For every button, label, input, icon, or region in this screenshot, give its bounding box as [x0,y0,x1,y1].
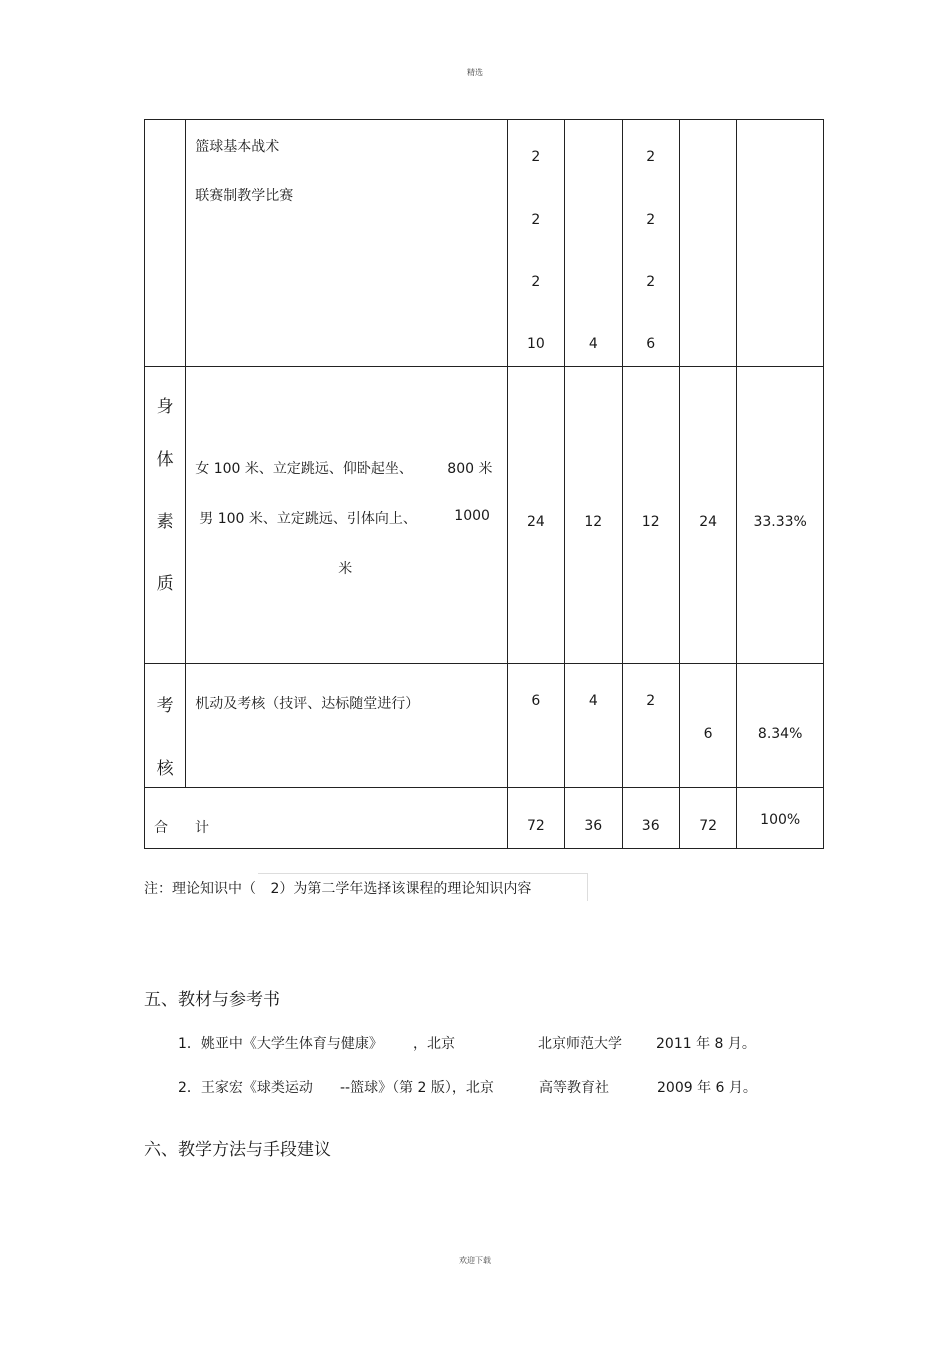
hours-cell [565,664,622,788]
hours-cell [679,664,736,788]
total-value: 36 [584,818,603,834]
total-value: 72 [699,818,718,834]
hours-cell [679,788,736,849]
category-cell [145,120,186,367]
ref-publisher: 北京师范大学 [538,1036,622,1052]
total-label: 计 [195,820,209,836]
percent-cell [737,367,824,664]
content-line-tail: 1000 [454,508,490,524]
category-char: 体 [156,450,174,470]
hours-value: 2 [646,212,656,228]
category-char: 考 [156,696,174,716]
ref-date: 2009 年 6 月。 [657,1080,757,1096]
percent-value: 33.33% [753,514,807,530]
table-row [145,367,824,664]
ref-date: 2011 年 8 月。 [656,1036,756,1052]
total-value: 72 [526,818,545,834]
hours-cell [507,788,564,849]
content-line: 女 100 米、立定跳远、仰卧起坐、 [195,461,413,477]
ref-title: 1．姚亚中《大学生体育与健康》 [178,1036,383,1052]
ref-title: 2．王家宏《球类运动 [178,1080,313,1096]
hours-cell [507,664,564,788]
content-line-tail: 800 米 [447,461,493,477]
content-line: 男 100 米、立定跳远、引体向上、 [199,511,417,527]
course-hours-table [144,119,824,849]
percent-value: 8.34% [757,726,803,742]
percent-cell [737,120,824,367]
hours-cell [622,664,679,788]
reference-item [178,1077,313,1097]
hours-cell [622,367,679,664]
hours-cell [565,367,622,664]
hours-value: 2 [531,274,541,290]
hours-cell [622,120,679,367]
category-cell [145,367,186,664]
table-row [145,788,824,849]
hours-value: 2 [531,212,541,228]
total-label: 合 [154,820,168,836]
hours-value: 4 [588,693,598,709]
hours-value: 12 [584,514,603,530]
hours-cell [622,788,679,849]
note-rest: 2）为第二学年选择该课程的理论知识内容 [270,881,532,897]
hours-value: 24 [699,514,718,530]
content-line: 机动及考核（技评、达标随堂进行） [195,696,420,712]
hours-value: 4 [588,336,598,352]
hours-value: 24 [526,514,545,530]
content-line: 米 [338,561,353,577]
hours-value: 6 [703,726,713,742]
content-cell [186,664,507,788]
table-note [144,878,531,898]
total-percent: 100% [760,812,801,828]
content-cell [186,367,507,664]
content-cell [186,120,507,367]
hours-cell [507,367,564,664]
category-char: 质 [156,574,174,594]
total-value: 36 [641,818,660,834]
category-char: 核 [156,759,174,779]
ref-city: ，北京 [413,1036,455,1052]
category-cell [145,664,186,788]
page-footer-mark: 欢迎下载 [459,1256,491,1265]
hours-cell [679,120,736,367]
hours-cell [679,367,736,664]
hours-value: 2 [646,693,656,709]
hours-cell [565,788,622,849]
content-item: 联赛制教学比赛 [195,188,294,204]
hours-value: 6 [646,336,656,352]
hours-value: 2 [646,149,656,165]
hours-cell [507,120,564,367]
category-char: 素 [156,512,174,532]
percent-cell [737,664,824,788]
hours-value: 2 [531,149,541,165]
section-heading-5: 五、教材与参考书 [144,990,280,1010]
hours-value: 6 [531,693,541,709]
category-char: 身 [156,397,174,417]
hours-cell [565,120,622,367]
hours-value: 12 [641,514,660,530]
ref-publisher: 高等教育社 [539,1080,609,1096]
percent-cell [737,788,824,849]
hours-value: 2 [646,274,656,290]
total-label-cell [145,788,508,849]
reference-item [178,1033,383,1053]
table-row [145,664,824,788]
section-heading-6: 六、教学方法与手段建议 [144,1140,331,1160]
note-prefix: 注：理论知识中（ [144,881,256,897]
content-item: 篮球基本战术 [195,139,280,155]
ref-city: --篮球》（第 2 版），北京 [340,1080,494,1096]
hours-value: 10 [526,336,545,352]
table-row [145,120,824,367]
page-header-mark: 精选 [467,68,483,77]
